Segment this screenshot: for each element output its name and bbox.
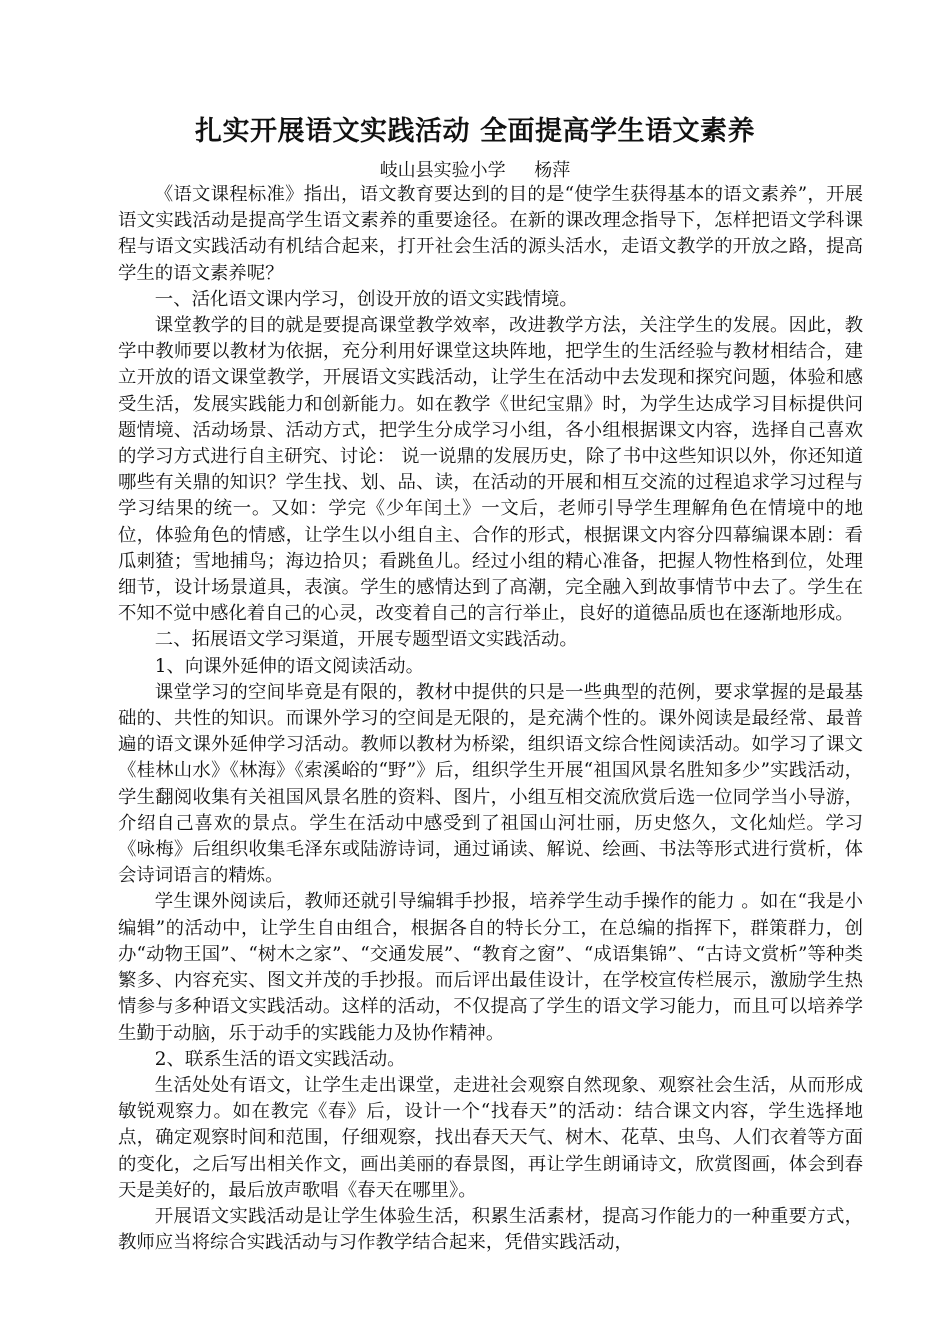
document-body [118,182,863,1256]
body-paragraph: 学生课外阅读后，教师还就引导编辑手抄报，培养学生动手操作的能力 。如在“我是小编辑”的活动中，让学生自由组合，根据各自的特长分工，在总编的指挥下，群策群力，创办“动物王国”、“树木之家”、“交通发展”、“教育之窗”、“成语集锦”、“古诗文赏析”等种类繁多、内容充实、图文并茂的手抄报。而后评出最佳设计，在学校宣传栏展示，激励学生热情参与多种语文实践活动。这样的活动，不仅提高了学生的语文学习能力，而且可以培养学生勤于动脑，乐于动手的实践能力及协作精神。 [118,891,863,1044]
body-paragraph: 生活处处有语文，让学生走出课堂，走进社会观察自然现象、观察社会生活，从而形成敏锐观察力。如在教完《春》后，设计一个“找春天”的活动：结合课文内容，学生选择地点，确定观察时间和范围，仔细观察，找出春天天气、树木、花草、虫鸟、人们衣着等方面的变化，之后写出相关作文，画出美丽的春景图，再让学生朗诵诗文，欣赏图画，体会到春天是美好的，最后放声歌唱《春天在哪里》。 [118,1074,863,1201]
author-line: 岐山县实验小学 杨萍 [379,160,571,181]
section-heading: 一、活化语文课内学习，创设开放的语文实践情境。 [154,288,578,310]
document-title: 扎实开展语文实践活动 全面提高学生语文素养 [195,116,755,147]
body-paragraph: 课堂学习的空间毕竟是有限的，教材中提供的只是一些典型的范例，要求掌握的是最基础的、共性的知识。而课外学习的空间是无限的，是充满个性的。课外阅读是最经常、最普遍的语文课外延伸学习活动。教师以教材为桥梁，组织语文综合性阅读活动。如学习了课文《桂林山水》《林海》《索溪峪的“野”》后，组织学生开展“祖国风景名胜知多少”实践活动，学生翻阅收集有关祖国风景名胜的资料、图片，小组互相交流欣赏后选一位同学当小导游，介绍自己喜欢的景点。学生在活动中感受到了祖国山河壮丽，历史悠久，文化灿烂。学习《咏梅》后组织收集毛泽东或陆游诗词，通过诵读、解说、绘画、书法等形式进行赏析，体会诗词语言的精炼。 [118,681,863,887]
body-paragraph: 课堂教学的目的就是要提高课堂教学效率，改进教学方法，关注学生的发展。因此，教学中教师要以教材为依据，充分利用好课堂这块阵地，把学生的生活经验与教材相结合，建立开放的语文课堂教学，开展语文实践活动，让学生在活动中去发现和探究问题，体验和感受生活，发展实践能力和创新能力。如在教学《世纪宝鼎》时，为学生达成学习目标提供问题情境、活动场景、活动方式，把学生分成学习小组，各小组根据课文内容，选择自己喜欢的学习方式进行自主研究、讨论： 说一说鼎的发展历史，除了书中这些知识以外，你还知道哪些有关鼎的知识？学生找、划、品、读，在活动的开展和相互交流的过程追求学习过程与学习结果的统一。又如：学完《少年闰土》一文后，老师引导学生理解角色在情境中的地位，体验角色的情感，让学生以小组自主、合作的形式，根据课文内容分四幕编课本剧：看瓜刺猹；雪地捕鸟；海边拾贝；看跳鱼儿。经过小组的精心准备，把握人物性格到位，处理细节，设计场景道具，表演。学生的感情达到了高潮，完全融入到故事情节中去了。学生在不知不觉中感化着自己的心灵，改变着自己的言行举止，良好的道德品质也在逐渐地形成。 [118,315,863,625]
body-paragraph: 开展语文实践活动是让学生体验生活，积累生活素材，提高习作能力的一种重要方式，教师应当将综合实践活动与习作教学结合起来，凭借实践活动， [118,1205,863,1254]
subsection-heading: 1、向课外延伸的语文阅读活动。 [154,655,424,677]
body-paragraph: 《语文课程标准》指出，语文教育要达到的目的是“使学生获得基本的语文素养”，开展语文实践活动是提高学生语文素养的重要途径。在新的课改理念指导下，怎样把语文学科课程与语文实践活动有机结合起来，打开社会生活的源头活水，走语文教学的开放之路，提高学生的语文素养呢？ [118,184,863,284]
subsection-heading: 2、联系生活的语文实践活动。 [154,1048,406,1070]
section-heading: 二、拓展语文学习渠道，开展专题型语文实践活动。 [154,629,578,651]
